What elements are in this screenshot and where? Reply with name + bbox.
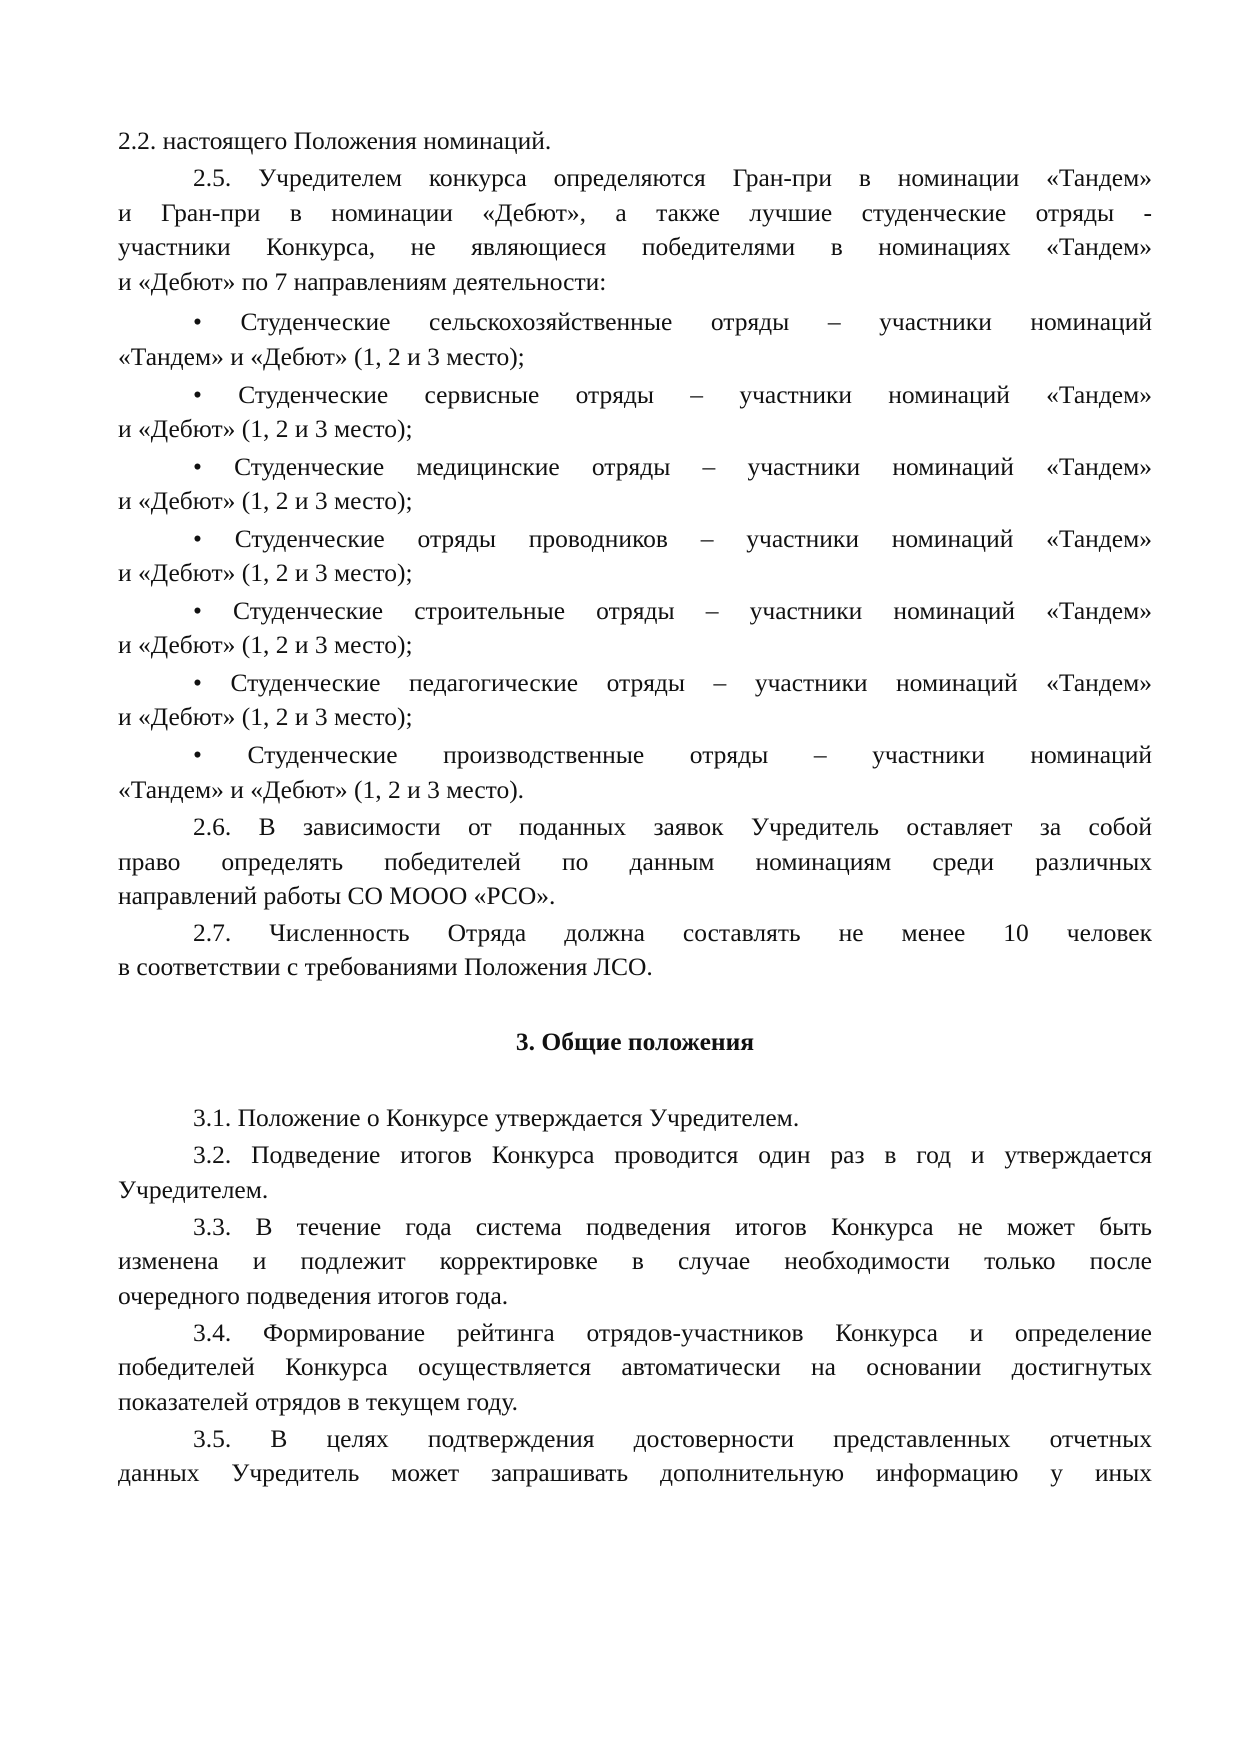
paragraph-3-2-line-2: Учредителем.: [118, 1175, 269, 1204]
bullet-conductors-line-1: • Студенческие отряды проводников – участники номинаций «Тандем»: [193, 524, 1152, 553]
paragraph-3-1: 3.1. Положение о Конкурсе утверждается Учредителем.: [193, 1103, 800, 1132]
paragraph-2-6-line-1: 2.6. В зависимости от поданных заявок Учредитель оставляет за собой: [193, 812, 1152, 841]
paragraph-3-4-line-3: показателей отрядов в текущем году.: [118, 1387, 518, 1416]
paragraph-2-5-line-4: и «Дебют» по 7 направлениям деятельности:: [118, 267, 607, 296]
paragraph-3-4-line-2: победителей Конкурса осуществляется автоматически на основании достигнутых: [118, 1352, 1152, 1381]
bullet-production-line-1: • Студенческие производственные отряды – участники номинаций: [193, 740, 1152, 769]
bullet-pedagogical-line-2: и «Дебют» (1, 2 и 3 место);: [118, 702, 413, 731]
paragraph-2-7-line-2: в соответствии с требованиями Положения ЛСО.: [118, 952, 653, 981]
bullet-construction-line-1: • Студенческие строительные отряды – участники номинаций «Тандем»: [193, 596, 1152, 625]
paragraph-2-7-line-1: 2.7. Численность Отряда должна составлять не менее 10 человек: [193, 918, 1152, 947]
paragraph-2-2-tail: 2.2. настоящего Положения номинаций.: [118, 126, 552, 155]
paragraph-3-2-line-1: 3.2. Подведение итогов Конкурса проводится один раз в год и утверждается: [193, 1140, 1152, 1169]
bullet-construction-line-2: и «Дебют» (1, 2 и 3 место);: [118, 630, 413, 659]
bullet-agricultural-line-2: «Тандем» и «Дебют» (1, 2 и 3 место);: [118, 342, 525, 371]
paragraph-3-5-line-1: 3.5. В целях подтверждения достоверности представленных отчетных: [193, 1424, 1152, 1453]
paragraph-2-5-line-3: участники Конкурса, не являющиеся победителями в номинациях «Тандем»: [118, 232, 1152, 261]
bullet-production-line-2: «Тандем» и «Дебют» (1, 2 и 3 место).: [118, 775, 525, 804]
bullet-agricultural-line-1: • Студенческие сельскохозяйственные отряды – участники номинаций: [193, 307, 1152, 336]
paragraph-3-4-line-1: 3.4. Формирование рейтинга отрядов-участников Конкурса и определение: [193, 1318, 1152, 1347]
bullet-medical-line-2: и «Дебют» (1, 2 и 3 место);: [118, 486, 413, 515]
bullet-pedagogical-line-1: • Студенческие педагогические отряды – участники номинаций «Тандем»: [193, 668, 1152, 697]
paragraph-3-3-line-3: очередного подведения итогов года.: [118, 1281, 509, 1310]
section-heading-3: 3. Общие положения: [515, 1027, 755, 1056]
paragraph-3-3-line-1: 3.3. В течение года система подведения итогов Конкурса не может быть: [193, 1212, 1152, 1241]
paragraph-2-5-line-2: и Гран-при в номинации «Дебют», а также лучшие студенческие отряды -: [118, 198, 1152, 227]
bullet-service-line-1: • Студенческие сервисные отряды – участники номинаций «Тандем»: [193, 380, 1152, 409]
bullet-conductors-line-2: и «Дебют» (1, 2 и 3 место);: [118, 558, 413, 587]
paragraph-3-5-line-2: данных Учредитель может запрашивать дополнительную информацию у иных: [118, 1458, 1152, 1487]
bullet-medical-line-1: • Студенческие медицинские отряды – участники номинаций «Тандем»: [193, 452, 1152, 481]
paragraph-2-6-line-2: право определять победителей по данным номинациям среди различных: [118, 847, 1152, 876]
bullet-service-line-2: и «Дебют» (1, 2 и 3 место);: [118, 414, 413, 443]
paragraph-2-6-line-3: направлений работы СО МООО «РСО».: [118, 881, 556, 910]
paragraph-3-3-line-2: изменена и подлежит корректировке в случае необходимости только после: [118, 1246, 1152, 1275]
paragraph-2-5-line-1: 2.5. Учредителем конкурса определяются Гран-при в номинации «Тандем»: [193, 163, 1152, 192]
